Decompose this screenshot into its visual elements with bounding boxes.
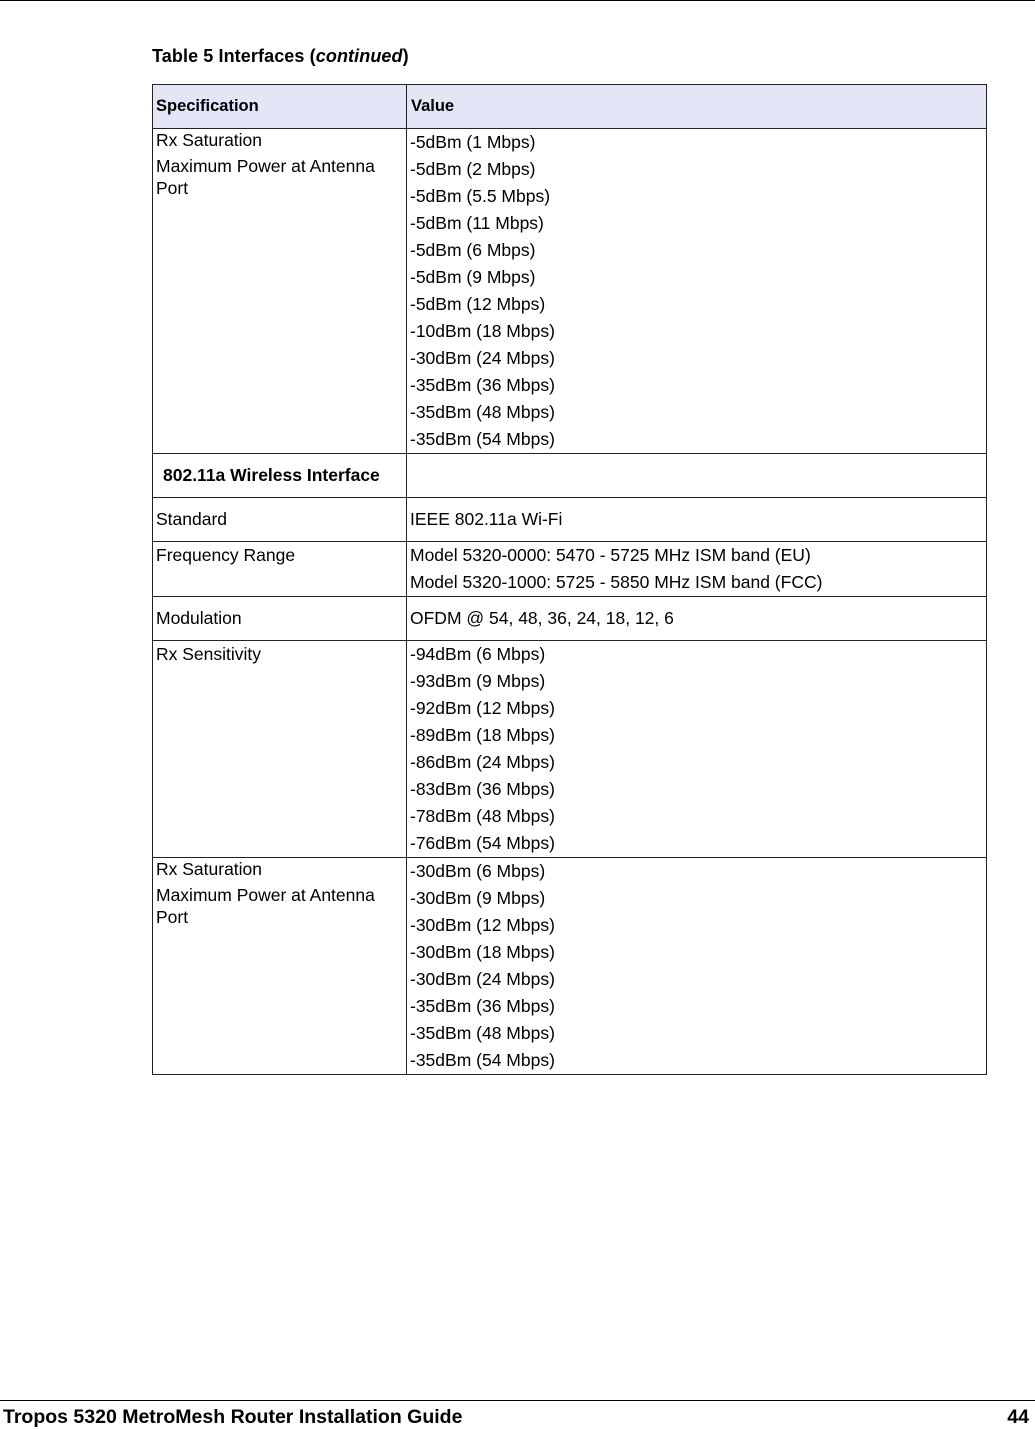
value-line: -35dBm (36 Mbps) [410,375,555,395]
value-line: -5dBm (1 Mbps) [410,132,536,152]
spec-label: Rx Saturation [156,130,263,150]
value-line: -30dBm (24 Mbps) [410,969,555,989]
value-line: -76dBm (54 Mbps) [410,833,555,853]
value-line: -30dBm (9 Mbps) [410,888,546,908]
value-line: -35dBm (48 Mbps) [410,1023,555,1043]
value-line: -83dBm (36 Mbps) [410,779,555,799]
value-line: -30dBm (24 Mbps) [410,348,555,368]
table-row [153,498,987,542]
top-rule [0,0,1035,1]
spec-label: Maximum Power at Antenna Port [156,885,375,927]
header-specification: Specification [153,85,407,129]
value-line: -30dBm (12 Mbps) [410,915,555,935]
value-line: -30dBm (6 Mbps) [410,861,546,881]
table-row [153,858,987,1075]
value-cell: IEEE 802.11a Wi-Fi [407,498,987,542]
footer-title: Tropos 5320 MetroMesh Router Installation Guide [3,1406,463,1428]
value-line: -35dBm (36 Mbps) [410,996,555,1016]
value-line: -93dBm (9 Mbps) [410,671,546,691]
value-line: -86dBm (24 Mbps) [410,752,555,772]
header-value: Value [407,85,987,129]
spec-label: Frequency Range [156,545,296,565]
spec-cell [153,858,407,1075]
page-number: 44 [1007,1406,1029,1428]
table-row [153,129,987,454]
spec-label: Modulation [153,597,407,641]
value-line: Model 5320-0000: 5470 - 5725 MHz ISM band (EU) [410,545,811,565]
value-line: -94dBm (6 Mbps) [410,644,546,664]
value-line: -35dBm (48 Mbps) [410,402,555,422]
value-line: -5dBm (9 Mbps) [410,267,536,287]
value-line: -78dBm (48 Mbps) [410,806,555,826]
value-line: -30dBm (18 Mbps) [410,942,555,962]
value-cell: OFDM @ 54, 48, 36, 24, 18, 12, 6 [407,597,987,641]
value-line: -89dBm (18 Mbps) [410,725,555,745]
spec-cell [153,542,407,597]
value-line: -5dBm (2 Mbps) [410,159,536,179]
value-line: -92dBm (12 Mbps) [410,698,555,718]
value-line: -5dBm (12 Mbps) [410,294,546,314]
spec-label: Maximum Power at Antenna Port [156,156,375,198]
interfaces-table [152,84,987,1075]
section-title: 802.11a Wireless Interface [153,454,407,498]
section-row [153,454,987,498]
value-cell [407,858,987,1075]
table-header-row [153,85,987,129]
value-line: -10dBm (18 Mbps) [410,321,555,341]
value-line: Model 5320-1000: 5725 - 5850 MHz ISM band (FCC) [410,572,823,592]
value-line: -5dBm (5.5 Mbps) [410,186,551,206]
value-line: -35dBm (54 Mbps) [410,1050,555,1070]
section-empty-cell [407,454,987,498]
spec-cell [153,641,407,858]
table-caption: Table 5 Interfaces (continued) [152,46,409,66]
table-row [153,542,987,597]
value-cell [407,129,987,454]
footer-rule [0,1400,1035,1401]
spec-label: Rx Saturation [156,859,263,879]
spec-label: Rx Sensitivity [156,644,262,664]
spec-label: Standard [153,498,407,542]
value-line: -35dBm (54 Mbps) [410,429,555,449]
value-cell [407,641,987,858]
value-line: -5dBm (6 Mbps) [410,240,536,260]
table-row [153,641,987,858]
spec-cell [153,129,407,454]
table-row [153,597,987,641]
value-cell [407,542,987,597]
value-line: -5dBm (11 Mbps) [410,213,544,233]
